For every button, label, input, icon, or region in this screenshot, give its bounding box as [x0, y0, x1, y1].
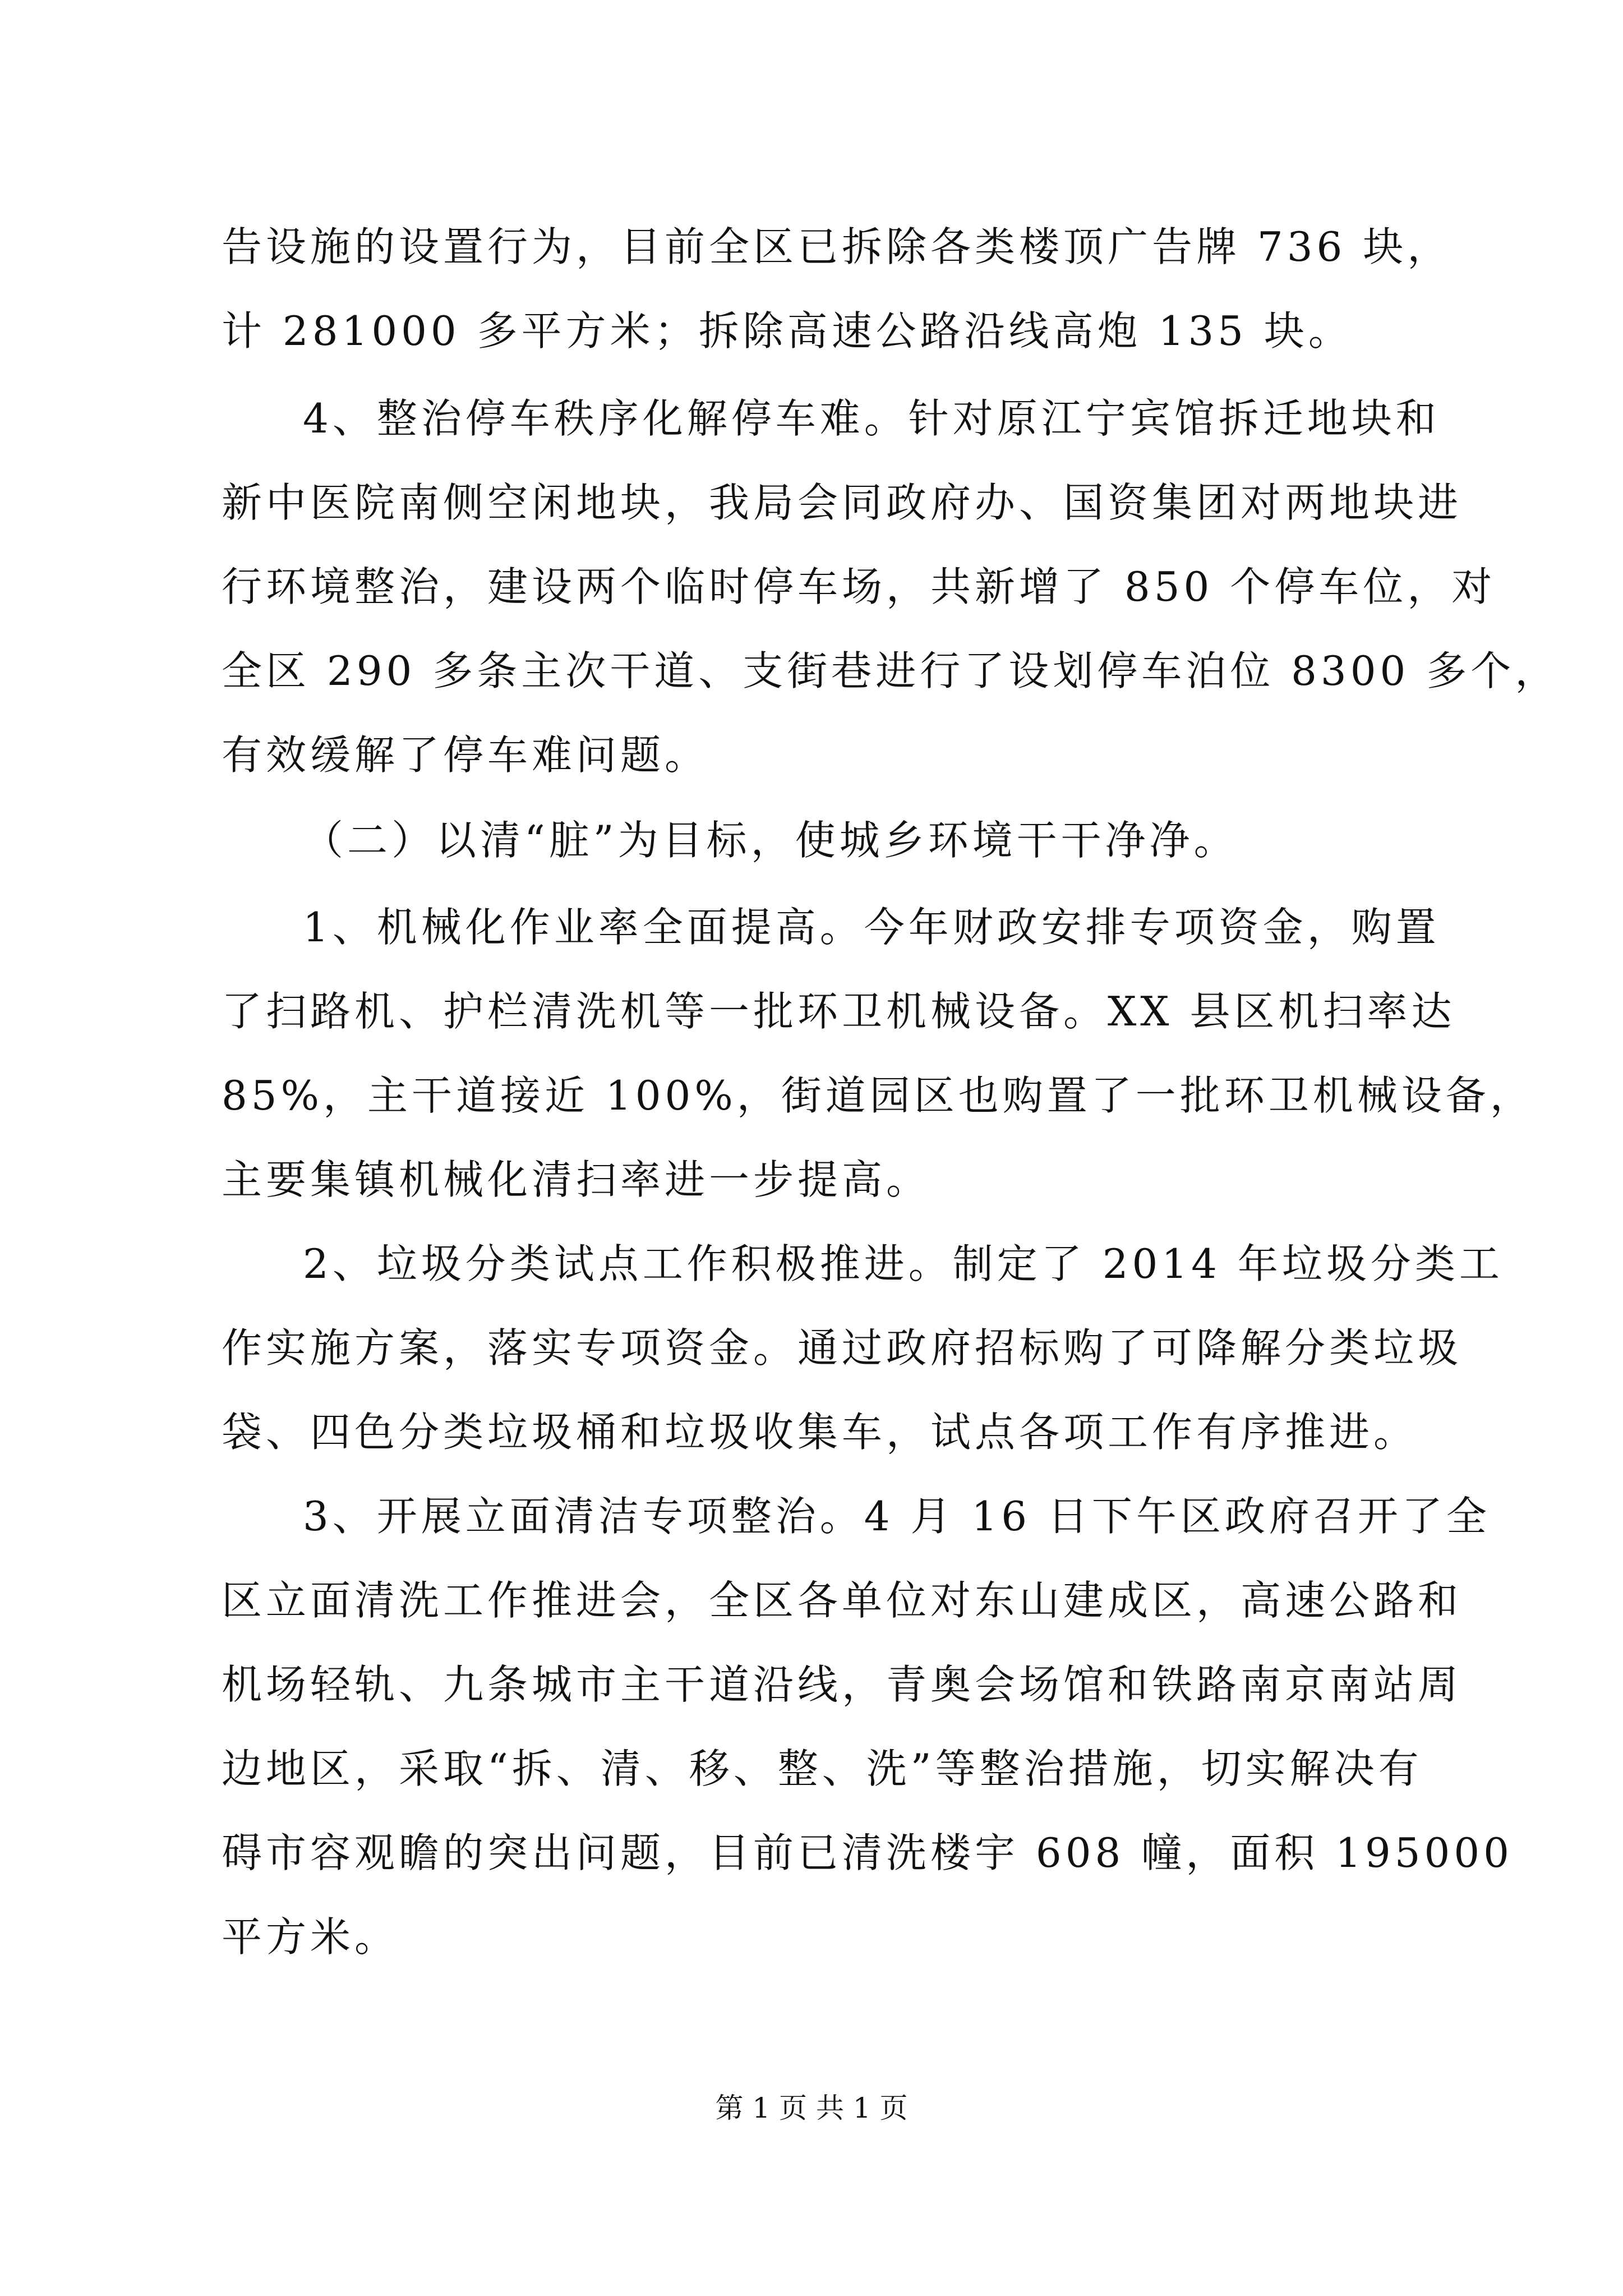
paragraph-start-line: 1、机械化作业率全面提高。今年财政安排专项资金，购置	[303, 904, 1440, 951]
paragraph-start-line: 3、开展立面清洁专项整治。4 月 16 日下午区政府召开了全	[303, 1493, 1491, 1540]
page-footer: 第 1 页 共 1 页	[715, 2092, 908, 2124]
text-line: 行环境整治，建设两个临时停车场，共新增了 850 个停车位，对	[222, 563, 1496, 610]
text-line: 边地区，采取“拆、清、移、整、洗”等整治措施，切实解决有	[222, 1745, 1423, 1792]
text-line: 碍市容观瞻的突出问题，目前已清洗楼宇 608 幢，面积 195000	[222, 1829, 1513, 1876]
text-line: 区立面清洗工作推进会，全区各单位对东山建成区，高速公路和	[222, 1577, 1463, 1624]
text-line: 全区 290 多条主次干道、支街巷进行了设划停车泊位 8300 多个，	[222, 647, 1560, 694]
paragraph-start-line: 2、垃圾分类试点工作积极推进。制定了 2014 年垃圾分类工	[303, 1240, 1504, 1287]
text-line: 计 281000 多平方米；拆除高速公路沿线高炮 135 块。	[222, 307, 1353, 355]
text-line: 平方米。	[222, 1913, 399, 1961]
section-heading: （二）以清“脏”为目标，使城乡环境干干净净。	[303, 817, 1238, 864]
text-line: 作实施方案，落实专项资金。通过政府招标购了可降解分类垃圾	[222, 1324, 1463, 1372]
text-line: 85%，主干道接近 100%，街道园区也购置了一批环卫机械设备，	[222, 1072, 1534, 1119]
text-line: 有效缓解了停车难问题。	[222, 731, 709, 779]
text-line: 机场轻轨、九条城市主干道沿线，青奥会场馆和铁路南京南站周	[222, 1661, 1463, 1708]
text-line: 袋、四色分类垃圾桶和垃圾收集车，试点各项工作有序推进。	[222, 1409, 1418, 1456]
paragraph-start-line: 4、整治停车秩序化解停车难。针对原江宁宾馆拆迁地块和	[303, 395, 1440, 442]
text-line: 新中医院南侧空闲地块，我局会同政府办、国资集团对两地块进	[222, 479, 1463, 526]
text-line: 主要集镇机械化清扫率进一步提高。	[222, 1156, 931, 1203]
text-line: 了扫路机、护栏清洗机等一批环卫机械设备。XX 县区机扫率达	[222, 988, 1456, 1035]
text-line: 告设施的设置行为，目前全区已拆除各类楼顶广告牌 736 块，	[222, 223, 1452, 270]
